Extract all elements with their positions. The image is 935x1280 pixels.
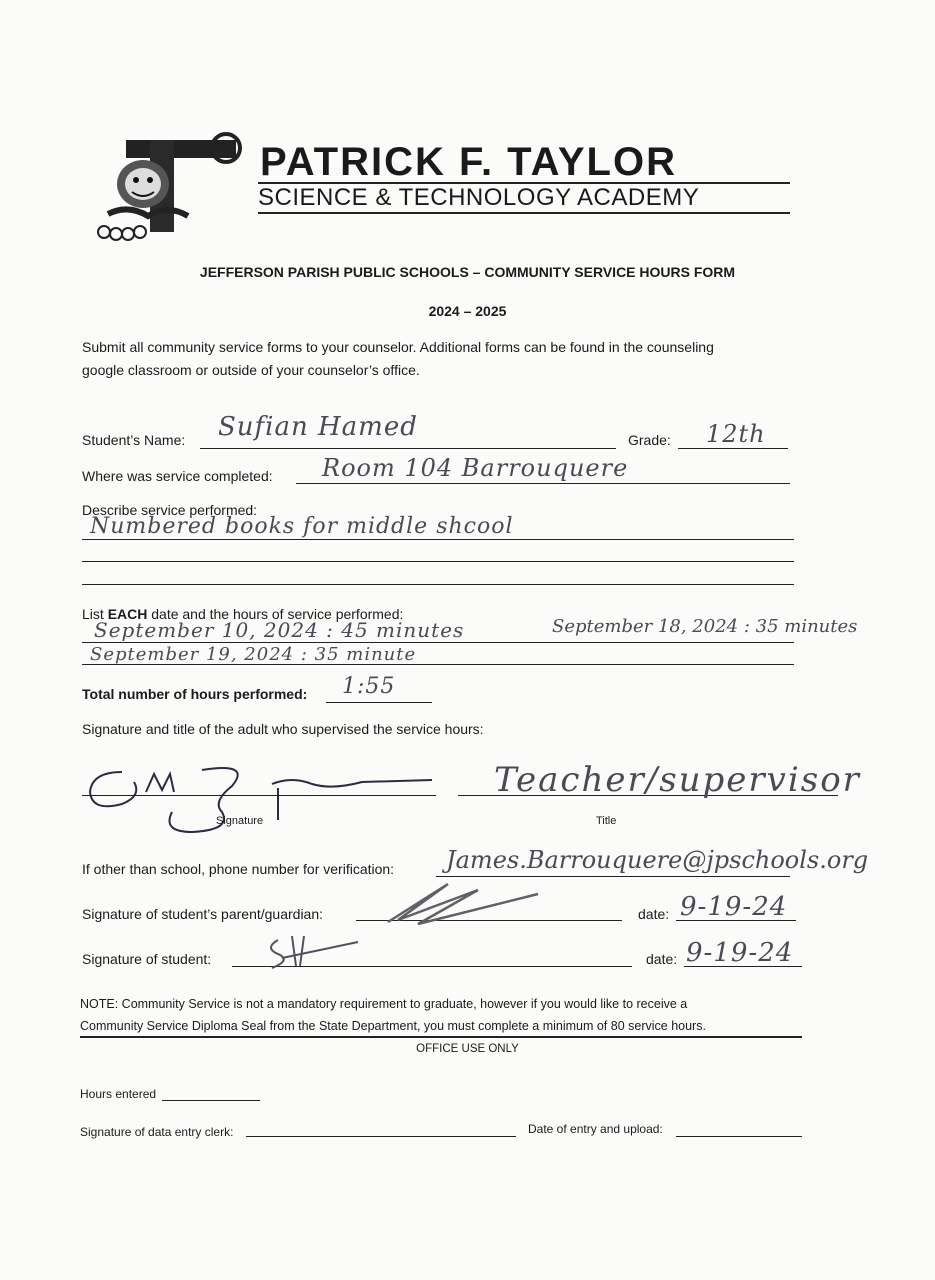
- date-entry-upload-label: Date of entry and upload:: [528, 1122, 663, 1136]
- student-date-label: date:: [646, 951, 678, 967]
- office-use-heading: OFFICE USE ONLY: [416, 1043, 519, 1055]
- date-entry-1[interactable]: September 10, 2024 : 45 minutes: [94, 618, 465, 642]
- total-hours-value[interactable]: 1:55: [342, 674, 396, 699]
- title-caption: Title: [596, 815, 617, 827]
- parent-signature-label: Signature of student’s parent/guardian:: [82, 906, 324, 922]
- grade-value[interactable]: 12th: [706, 420, 766, 448]
- supervisor-title-value[interactable]: Teacher/supervisor: [494, 760, 861, 800]
- signature-caption: Signature: [216, 815, 264, 827]
- describe-label: Describe service performed:: [82, 502, 258, 518]
- clerk-signature-label: Signature of data entry clerk:: [80, 1125, 234, 1139]
- verification-value[interactable]: James.Barrouquere@jpschools.org: [446, 846, 869, 874]
- school-subtitle: SCIENCE & TECHNOLOGY ACADEMY: [258, 184, 700, 211]
- note-line-1: NOTE: Community Service is not a mandatory requirement to graduate, however if you would like to receive a: [80, 997, 688, 1011]
- instructions-line-2: google classroom or outside of your counselor’s office.: [82, 362, 420, 378]
- parent-date-label: date:: [638, 906, 670, 922]
- describe-value[interactable]: Numbered books for middle shcool: [90, 514, 514, 539]
- student-name-value[interactable]: Sufian Hamed: [218, 412, 418, 442]
- form-title: JEFFERSON PARISH PUBLIC SCHOOLS – COMMUNITY SERVICE HOURS FORM: [199, 264, 736, 280]
- note-line-2: Community Service Diploma Seal from the State Department, you must complete a minimum of 80 service hours.: [80, 1019, 706, 1033]
- student-name-label: Student’s Name:: [82, 432, 186, 448]
- student-signature-label: Signature of student:: [82, 951, 212, 967]
- grade-label: Grade:: [628, 432, 671, 448]
- student-date-value[interactable]: 9-19-24: [686, 938, 794, 968]
- parent-signature-icon[interactable]: [378, 876, 548, 932]
- school-name: PATRICK F. TAYLOR: [260, 140, 677, 184]
- date-entry-3[interactable]: September 19, 2024 : 35 minute: [90, 644, 417, 665]
- where-value[interactable]: Room 104 Barrouquere: [322, 454, 629, 482]
- form-year: 2024 – 2025: [428, 303, 507, 319]
- total-hours-label: Total number of hours performed:: [82, 686, 308, 702]
- tiger-logo-icon: [88, 124, 258, 244]
- instructions-line-1: Submit all community service forms to your counselor. Additional forms can be found in the counseling: [82, 339, 714, 355]
- list-dates-label: List EACH date and the hours of service performed:: [82, 606, 404, 622]
- supervisor-label: Signature and title of the adult who supervised the service hours:: [82, 721, 484, 737]
- parent-date-value[interactable]: 9-19-24: [680, 892, 788, 922]
- date-entry-2[interactable]: September 18, 2024 : 35 minutes: [552, 616, 858, 637]
- phone-label: If other than school, phone number for verification:: [82, 861, 395, 877]
- student-signature-icon[interactable]: [262, 928, 372, 972]
- where-label: Where was service completed:: [82, 468, 273, 484]
- hours-entered-label: Hours entered: [80, 1087, 157, 1101]
